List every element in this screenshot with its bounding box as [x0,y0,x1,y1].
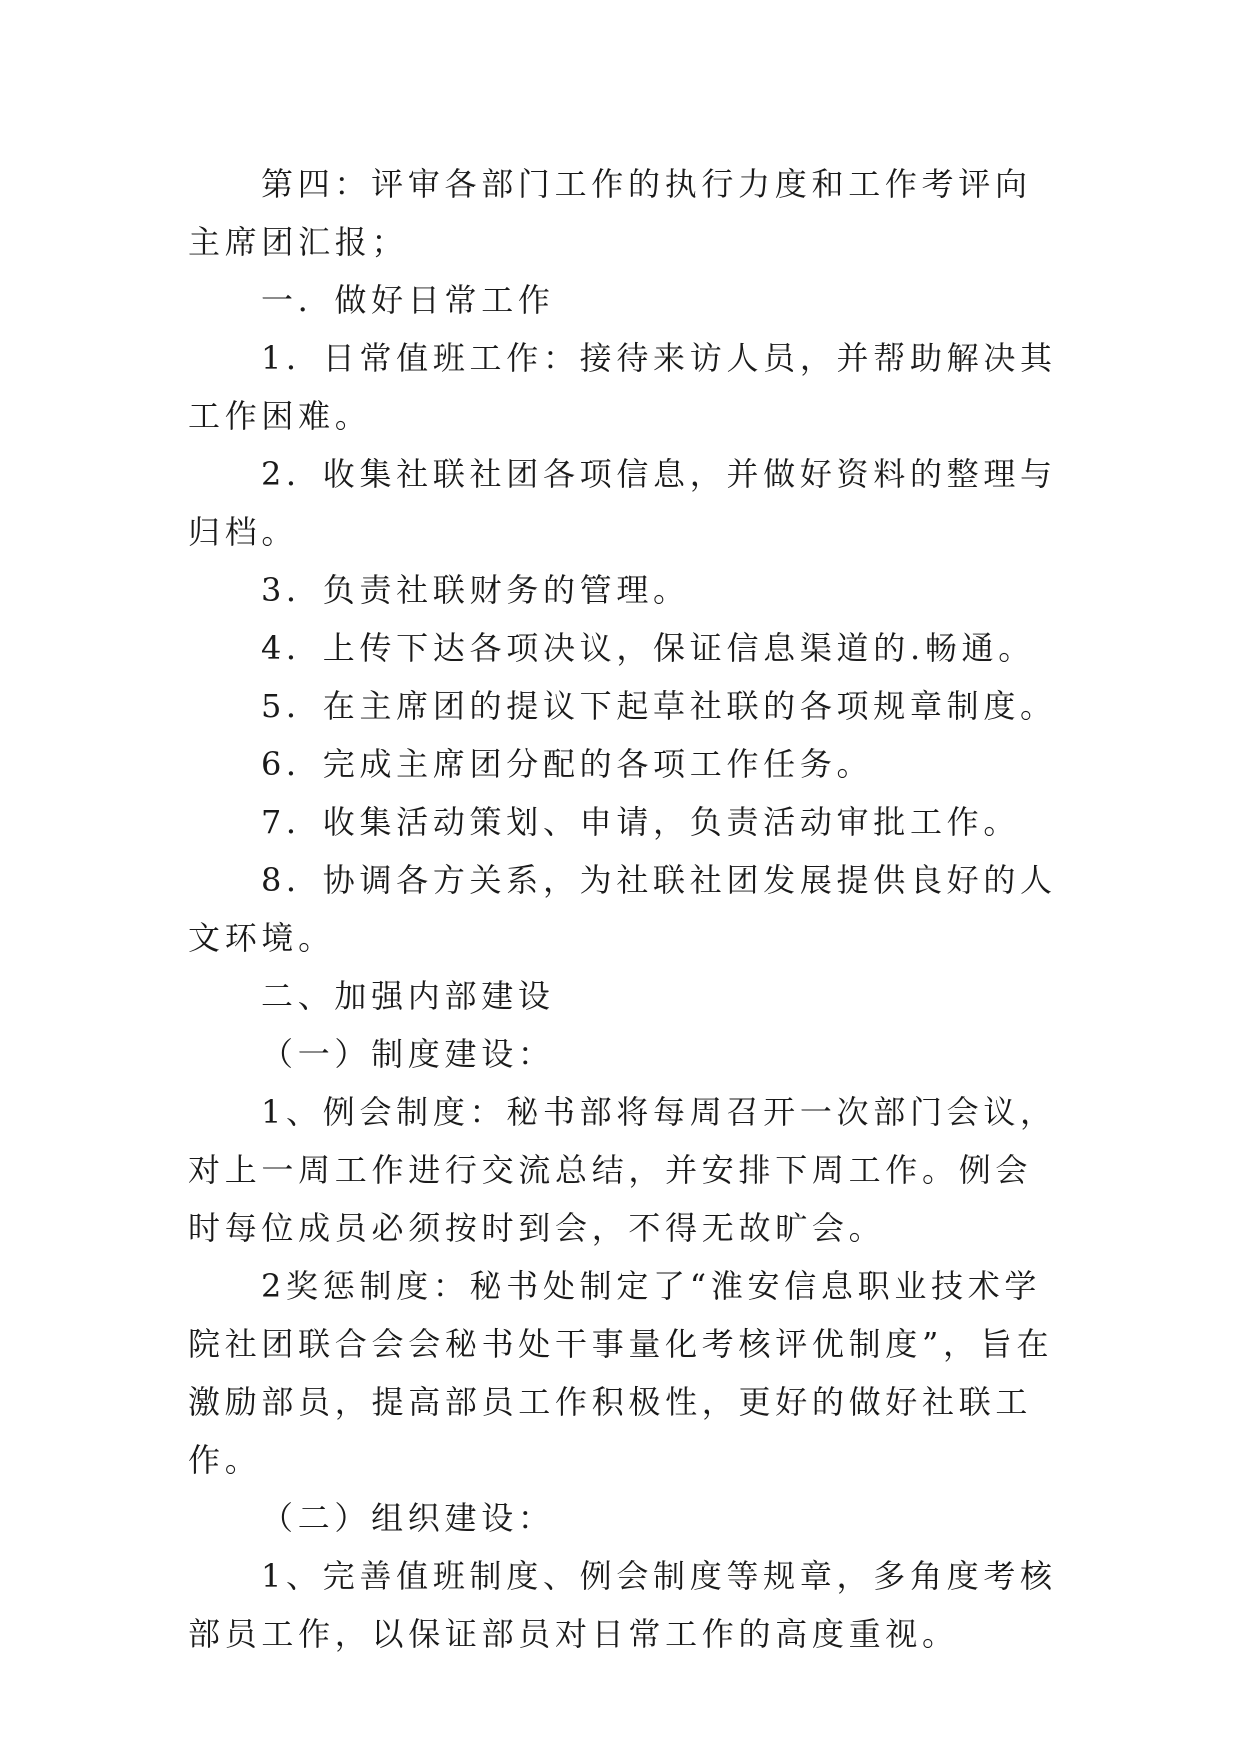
list-item-5: 5．在主席团的提议下起草社联的各项规章制度。 [261,687,1057,725]
paragraph-item-4-review: 第四：评审各部门工作的执行力度和工作考评向主席团汇报； [188,165,1032,261]
list-item-2: 2．收集社联社团各项信息，并做好资料的整理与归档。 [188,455,1057,551]
subsection-heading-system: （一）制度建设： [261,1035,555,1073]
list-item-7: 7．收集活动策划、申请，负责活动审批工作。 [261,803,1021,841]
subsection-heading-organization: （二）组织建设： [261,1499,555,1537]
list-item-8: 8．协调各方关系，为社联社团发展提供良好的人文环境。 [188,861,1057,957]
list-item-4: 4．上传下达各项决议，保证信息渠道的.畅通。 [261,629,1035,667]
list-item-6: 6．完成主席团分配的各项工作任务。 [261,745,874,783]
list-item-3: 3．负责社联财务的管理。 [261,571,690,609]
paragraph-duty-system: 1、完善值班制度、例会制度等规章，多角度考核部员工作，以保证部员对日常工作的高度重视。 [188,1557,1057,1653]
paragraph-meeting-system: 1、例会制度：秘书部将每周召开一次部门会议，对上一周工作进行交流总结，并安排下周工作。例会时每位成员必须按时到会，不得无故旷会。 [188,1093,1057,1247]
section-heading-daily-work: 一．做好日常工作 [261,281,555,319]
list-item-1: 1．日常值班工作：接待来访人员，并帮助解决其工作困难。 [188,339,1057,435]
section-heading-internal-building: 二、加强内部建设 [261,977,555,1015]
document-body [188,155,1058,1663]
paragraph-reward-system: 2奖惩制度：秘书处制定了“淮安信息职业技术学院社团联合会会秘书处干事量化考核评优制度”，旨在激励部员，提高部员工作积极性，更好的做好社联工作。 [188,1267,1054,1479]
